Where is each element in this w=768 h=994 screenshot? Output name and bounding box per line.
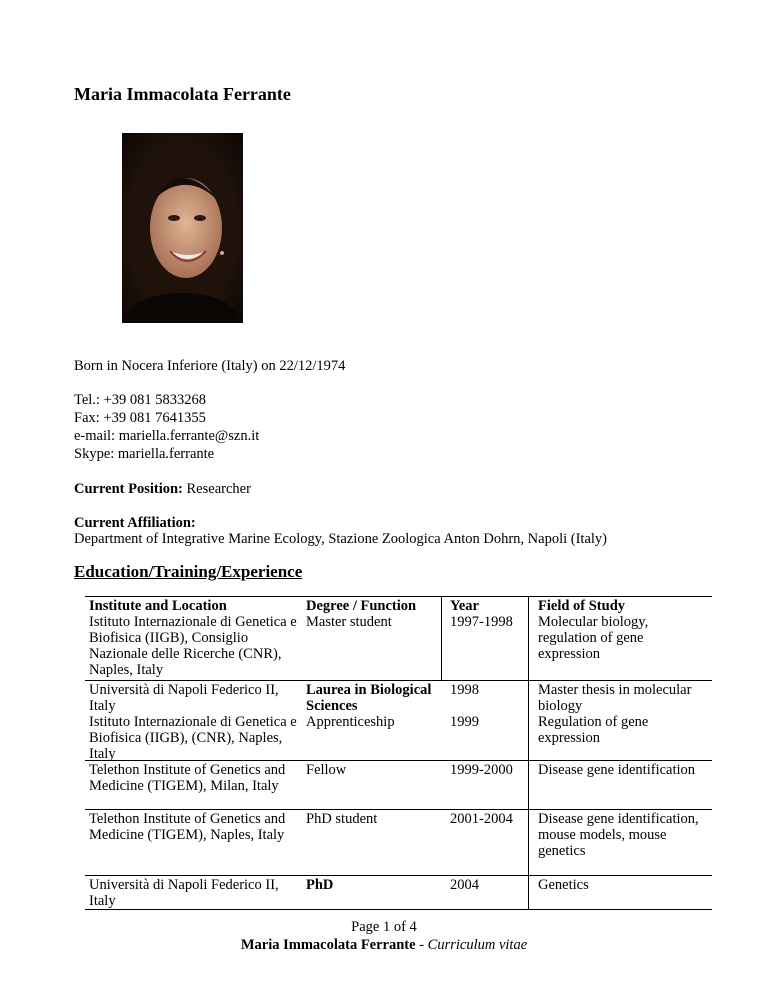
table-cell: PhD student (306, 811, 378, 827)
table-cell: Laurea in Biological Sciences (306, 682, 432, 714)
table-cell: Telethon Institute of Genetics and Medicine (TIGEM), Milan, Italy (89, 762, 286, 794)
table-cell: Master student (306, 614, 392, 630)
current-position (74, 481, 251, 498)
table-cell: Disease gene identification, mouse models, mouse genetics (538, 811, 699, 859)
table-rule (85, 809, 712, 810)
table-cell: Master thesis in molecular biology (538, 682, 692, 714)
table-cell: Istituto Internazionale di Genetica e Biofisica (IIGB), Consiglio Nazionale delle Ricerche (CNR), Naples, Italy (89, 614, 297, 678)
table-cell: Disease gene identification (538, 762, 696, 778)
table-rule (85, 875, 712, 876)
affiliation-label: Current Affiliation: (74, 515, 196, 531)
footer-title (0, 937, 768, 954)
cv-title: Maria Immacolata Ferrante (74, 84, 291, 104)
table-cell: Università di Napoli Federico II, Italy (89, 682, 279, 714)
footer-doc: Curriculum vitae (427, 937, 528, 953)
header-year: Year (450, 598, 479, 614)
birth-info: Born in Nocera Inferiore (Italy) on 22/12/1974 (74, 358, 346, 374)
skype-line: Skype: mariella.ferrante (74, 446, 215, 462)
table-cell: Università di Napoli Federico II, Italy (89, 877, 279, 909)
table-cell: Apprenticeship (306, 714, 395, 730)
email-line: e-mail: mariella.ferrante@szn.it (74, 428, 260, 444)
position-value: Researcher (182, 481, 251, 497)
page-number: Page 1 of 4 (351, 919, 417, 935)
table-cell: 1999-2000 (450, 762, 513, 778)
header-degree: Degree / Function (306, 598, 417, 614)
header-field: Field of Study (538, 598, 626, 614)
section-title: Education/Training/Experience (74, 562, 303, 581)
table-cell: 1999 (450, 714, 479, 730)
position-label: Current Position: (74, 481, 183, 497)
table-cell: Regulation of gene expression (538, 714, 649, 746)
footer-name: Maria Immacolata Ferrante (240, 937, 416, 953)
table-cell: Telethon Institute of Genetics and Medicine (TIGEM), Naples, Italy (89, 811, 286, 843)
table-cell: Molecular biology, regulation of gene expression (538, 614, 649, 662)
header-institute: Institute and Location (89, 598, 227, 614)
table-rule (85, 680, 712, 681)
portrait-photo (122, 133, 243, 323)
table-cell: 1998 (450, 682, 479, 698)
affiliation-value: Department of Integrative Marine Ecology, Stazione Zoologica Anton Dohrn, Napoli (Italy) (74, 531, 607, 547)
table-cell: Genetics (538, 877, 589, 893)
table-cell: Fellow (306, 762, 347, 778)
table-rule (85, 596, 712, 597)
table-cell: 2001-2004 (450, 811, 513, 827)
phone-line: Tel.: +39 081 5833268 (74, 392, 207, 408)
fax-line: Fax: +39 081 7641355 (74, 410, 206, 426)
table-cell: PhD (306, 877, 334, 893)
table-cell: Istituto Internazionale di Genetica e Biofisica (IIGB), (CNR), Naples, Italy (89, 714, 297, 762)
footer-separator: - (415, 937, 428, 953)
col-separator (528, 597, 529, 909)
col-separator (441, 597, 442, 680)
table-rule (85, 909, 712, 910)
table-cell: 1997-1998 (450, 614, 513, 630)
table-cell: 2004 (450, 877, 479, 893)
